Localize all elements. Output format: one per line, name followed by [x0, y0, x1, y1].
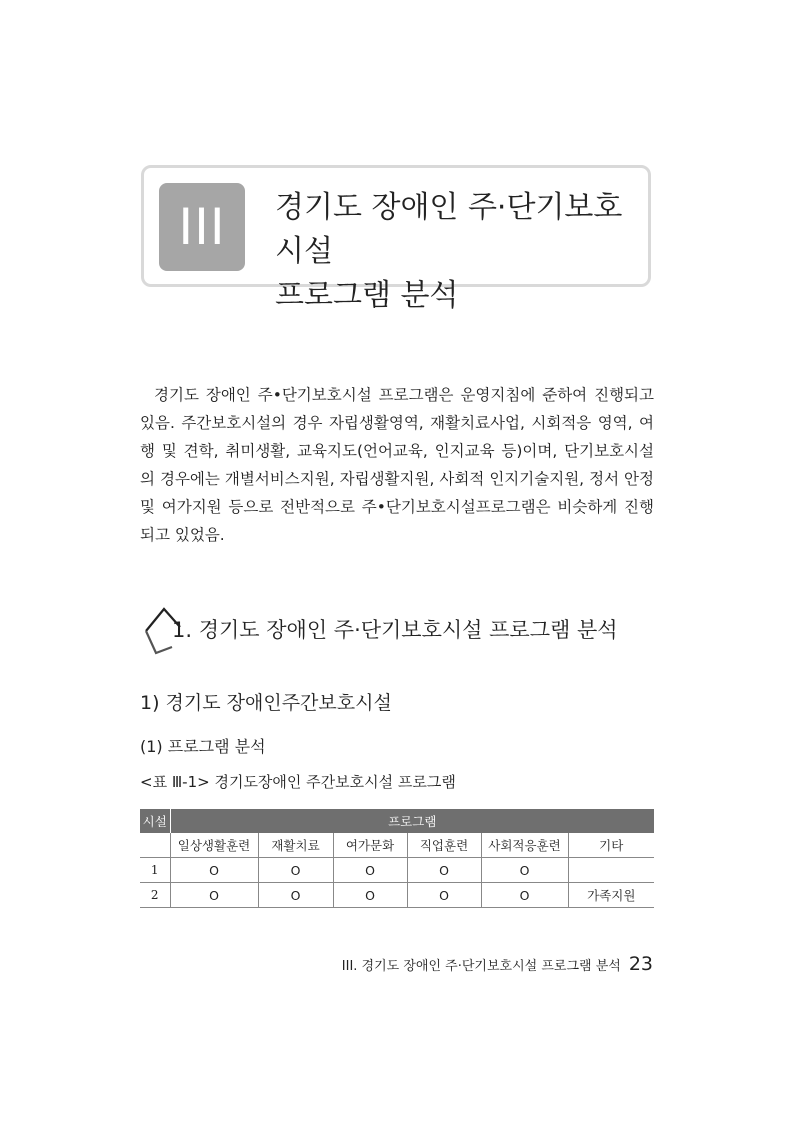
table-cell — [568, 858, 654, 883]
chapter-number: III — [159, 183, 245, 271]
page-footer — [342, 953, 653, 975]
column-header: 재활치료 — [258, 833, 333, 858]
column-header: 사회적응훈련 — [481, 833, 568, 858]
table-cell: O — [407, 858, 481, 883]
intro-paragraph: 경기도 장애인 주•단기보호시설 프로그램은 운영지침에 준하여 진행되고 있음. 주간보호시설의 경우 자립생활영역, 재활치료사업, 시회적응 영역, 여행 및 견학, 취미생활, 교육지도(언어교육, 인지교육 등)이며, 단기보호시설의 경우에는 개별서비스지원, 자립생활지원, 사회적 인지기술지원, 정서 안정 및 여가지원 등으로 전반적으로 주•단기보호시설프로그램은 비슷하게 진행되고 있었음. — [140, 386, 654, 544]
table-cell: O — [170, 883, 258, 908]
empty-header-cell — [140, 833, 170, 858]
table-caption: <표 Ⅲ-1> 경기도장애인 주간보호시설 프로그램 — [140, 773, 456, 791]
program-header: 프로그램 — [170, 809, 654, 833]
table-cell: O — [258, 883, 333, 908]
table-subheader-row — [140, 833, 654, 858]
running-title: III. 경기도 장애인 주·단기보호시설 프로그램 분석 — [341, 959, 621, 974]
program-table — [140, 809, 654, 908]
table-cell: O — [481, 883, 568, 908]
table-cell: O — [407, 883, 481, 908]
column-header: 여가문화 — [333, 833, 407, 858]
row-id: 1 — [140, 858, 170, 883]
chapter-title — [275, 186, 645, 318]
table-cell: O — [170, 858, 258, 883]
table-row — [140, 883, 654, 908]
table-cell: O — [258, 858, 333, 883]
chapter-title-line1: 경기도 장애인 주·단기보호시설 — [275, 190, 623, 269]
table-header-row — [140, 809, 654, 833]
facility-header: 시설 — [140, 809, 170, 833]
page-number: 23 — [628, 953, 653, 975]
subsection-title: 1) 경기도 장애인주간보호시설 — [140, 692, 392, 714]
table-cell: O — [333, 858, 407, 883]
row-id: 2 — [140, 883, 170, 908]
column-header: 일상생활훈련 — [170, 833, 258, 858]
table-cell: 가족지원 — [568, 883, 654, 908]
subsubsection-title: (1) 프로그램 분석 — [140, 737, 266, 756]
chapter-title-line2: 프로그램 분석 — [275, 278, 459, 313]
table-cell: O — [481, 858, 568, 883]
section-title: 1. 경기도 장애인 주·단기보호시설 프로그램 분석 — [172, 618, 618, 642]
table-cell: O — [333, 883, 407, 908]
table-row — [140, 858, 654, 883]
column-header: 직업훈련 — [407, 833, 481, 858]
column-header: 기타 — [568, 833, 654, 858]
chapter-header-box — [141, 165, 651, 313]
